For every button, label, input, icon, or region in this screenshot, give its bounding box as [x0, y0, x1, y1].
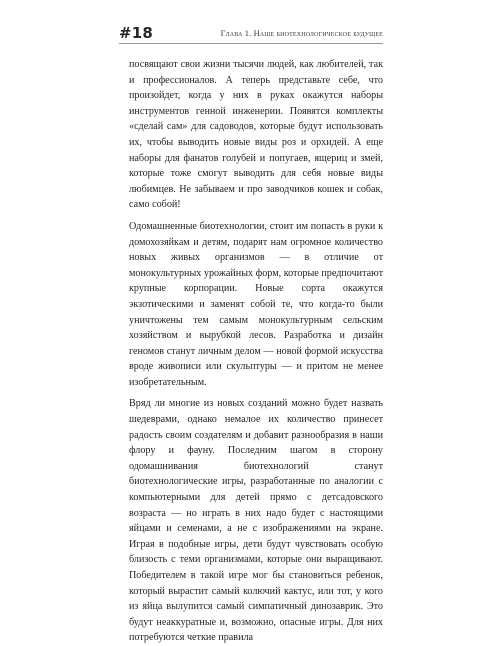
header-rule	[119, 43, 383, 44]
page-number: #18	[119, 24, 154, 42]
paragraph-2: Одомашненные биотехнологии, стоит им попасть в руки к домохозяйкам и детям, подарят нам огромное количество новых живых организмов — в отличие от монокультурных урожайных форм, которые предпочитают крупные корпорации. Новые сорта окажутся экзотическими и заменят собой те, что когда-то были уничтожены тем самым монокультурным сельским хозяйством и вырубкой лесов. Разработка и дизайн геномов станут личным делом — новой формой искусства вроде живописи или скульптуры — и притом не менее изобретательным.	[129, 220, 383, 388]
paragraph-3: Вряд ли многие из новых созданий можно будет назвать шедеврами, однако немалое их количество принесет радость своим создателям и добавит разнообразия в наши флору и фауну. Последним шагом в сторону одомашнивания биотехнологий станут биотехнологические игры, разработанные по аналогии с компьютерными для детей прямо с детсадовского возраста — но играть в них надо будет с настоящими яйцами и семенами, а не с изображениями на экране. Играя в подобные игры, дети будут чувствовать особую близость с теми организмами, которые они выращивают. Победителем в такой игре мог бы становиться ребенок, который вырастит самый колючий кактус, или тот, у кого из яйца вылупится самый симпатичный динозаврик. Это будут неаккуратные и, возможно, опасные игры. Для них потребуются четкие правила	[129, 398, 383, 644]
running-head: Глава 1. Наше биотехнологическое будущее	[220, 29, 383, 38]
paragraph-1: посвящают свои жизни тысячи людей, как любителей, так и профессионалов. А теперь представьте себе, что произойдет, когда у них в руках окажутся наборы инструментов генной инженерии. Появятся комплекты «сделай сам» для садоводов, которые будут использовать их, чтобы выводить новые виды роз и орхидей. А еще наборы для фанатов голубей и попугаев, ящериц и змей, которые тоже смогут выводить для себя новые виды любимцев. Не забываем и про заводчиков кошек и собак, само собой!	[129, 59, 383, 211]
body-text	[129, 57, 383, 646]
